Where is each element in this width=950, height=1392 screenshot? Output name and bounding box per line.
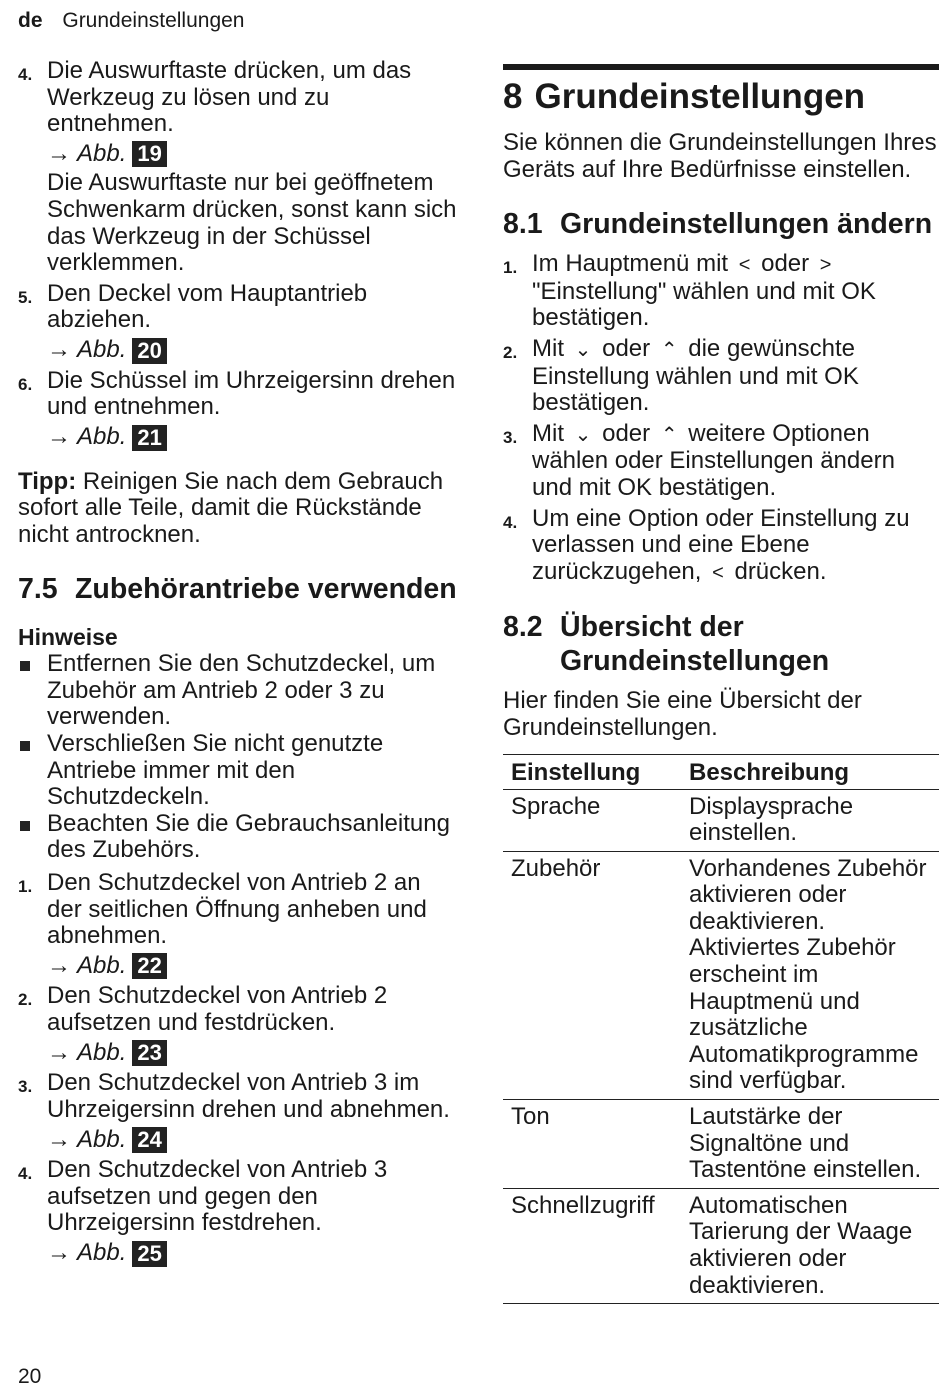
chapter-heading: 8 Grundeinstellungen <box>503 77 866 116</box>
steps-accessory-drives <box>18 870 458 1267</box>
left-column <box>18 58 458 1271</box>
list-item: 5. Den Deckel vom Hauptantrieb abziehen. → Abb. 20 <box>18 281 458 364</box>
arrow-right-icon: → <box>47 336 71 363</box>
setting-name: Ton <box>503 1100 681 1189</box>
notes-heading: Hinweise <box>18 624 118 651</box>
table-row <box>503 1100 939 1189</box>
figure-badge: 20 <box>132 338 166 364</box>
arrow-right-icon: → <box>47 1038 71 1066</box>
list-item: 2. Mit ⌄ oder ⌃ die gewünschte Einstellung wählen und mit OK bestätigen. <box>503 334 859 417</box>
figure-reference: → Abb. 25 <box>47 1240 458 1267</box>
figure-reference: → Abb. 19 <box>47 141 458 168</box>
steps-removal <box>18 58 458 451</box>
figure-badge: 23 <box>132 1040 166 1066</box>
language-code: de <box>18 9 43 32</box>
column-header-setting: Einstellung <box>503 754 681 789</box>
tip-label: Tipp: <box>18 467 77 495</box>
page-number: 20 <box>18 1365 42 1388</box>
bullet-square-icon <box>20 821 30 831</box>
section-heading-8-1: 8.1 Grundeinstellungen ändern <box>503 208 933 241</box>
notes-list <box>18 651 458 864</box>
list-item: 4. Den Schutzdeckel von Antrieb 3 aufsetzen und gegen den Uhrzeigersinn festdrehen. → Abb. 25 <box>18 1157 458 1266</box>
list-item: 4. Um eine Option oder Einstellung zu verlassen und eine Ebene zurückzugehen, < drücken. <box>503 504 910 585</box>
tip-text: Reinigen Sie nach dem Gebrauch sofort alle Teile, damit die Rückstände nicht antrocknen. <box>18 467 444 548</box>
list-item: Entfernen Sie den Schutzdeckel, um Zubehör am Antrieb 2 oder 3 zu verwenden. <box>18 651 458 731</box>
arrow-right-icon: → <box>47 1238 71 1266</box>
header-title: Grundeinstellungen <box>62 9 245 32</box>
setting-name: Schnellzugriff <box>503 1188 681 1303</box>
section-heading-7-5: 7.5 Zubehörantriebe verwenden <box>18 573 457 606</box>
chapter-intro: Sie können die Grundeinstellungen Ihres Geräts auf Ihre Bedürfnisse einstellen. <box>503 129 937 183</box>
chapter-rule <box>503 64 939 70</box>
page-header <box>18 9 245 33</box>
figure-badge: 25 <box>132 1241 166 1267</box>
column-header-description: Beschreibung <box>681 754 939 789</box>
setting-description: Automatischen Tarierung der Waage aktivieren oder deaktivieren. <box>681 1188 939 1303</box>
chevron-left-icon: < <box>738 254 751 277</box>
table-row <box>503 1188 939 1303</box>
figure-reference: → Abb. 21 <box>47 424 458 451</box>
setting-name: Zubehör <box>503 851 681 1099</box>
figure-reference: → Abb. 24 <box>47 1127 458 1154</box>
ok-key-label: OK <box>617 473 653 501</box>
chevron-down-icon: ⌄ <box>574 338 592 361</box>
list-item: 3. Mit ⌄ oder ⌃ weitere Optionen wählen oder Einstellungen ändern und mit OK bestätigen. <box>503 419 895 501</box>
arrow-right-icon: → <box>47 139 71 167</box>
tip-paragraph <box>18 469 458 549</box>
figure-badge: 21 <box>132 425 166 451</box>
chevron-up-icon: ⌃ <box>660 423 678 446</box>
list-item: 1. Im Hauptmenü mit < oder >"Einstellung" wählen und mit OK bestätigen. <box>503 250 876 332</box>
setting-description: Lautstärke der Signaltöne und Tastentöne einstellen. <box>681 1100 939 1189</box>
table-header-row <box>503 754 939 789</box>
chevron-left-icon: < <box>712 561 724 584</box>
table-row <box>503 789 939 851</box>
figure-badge: 22 <box>132 953 166 979</box>
setting-name: Sprache <box>503 789 681 851</box>
setting-description: Displaysprache einstellen. <box>681 789 939 851</box>
section-heading-8-2: 8.2 Übersicht der Grundeinstellungen <box>503 611 830 678</box>
chevron-up-icon: ⌃ <box>660 338 678 361</box>
chevron-right-icon: > <box>819 254 832 277</box>
list-item: 1. Den Schutzdeckel von Antrieb 2 an der seitlichen Öffnung anheben und abnehmen. → Abb. 22 <box>18 870 458 979</box>
ok-key-label: OK <box>841 277 876 305</box>
bullet-square-icon <box>20 661 30 671</box>
figure-reference: → Abb. 23 <box>47 1040 458 1067</box>
overview-intro: Hier finden Sie eine Übersicht der Grundeinstellungen. <box>503 687 862 741</box>
list-item: 4. Die Auswurftaste drücken, um das Werkzeug zu lösen und zu entnehmen. → Abb. 19 Die Auswurftaste nur bei geöffnetem Schwenkarm drücken, sonst kann sich das Werkzeug in der Schüssel verklemmen. <box>18 57 457 277</box>
arrow-right-icon: → <box>47 951 71 979</box>
steps-change-settings <box>503 251 939 586</box>
list-item: Verschließen Sie nicht genutzte Antriebe immer mit den Schutzdeckeln. <box>18 731 458 811</box>
list-item: 3. Den Schutzdeckel von Antrieb 3 im Uhrzeigersinn drehen und abnehmen. → Abb. 24 <box>18 1070 458 1153</box>
list-item: 6. Die Schüssel im Uhrzeigersinn drehen und entnehmen. → Abb. 21 <box>18 368 458 451</box>
arrow-right-icon: → <box>47 422 71 450</box>
figure-badge: 19 <box>132 141 166 167</box>
ok-key-label: OK <box>824 362 859 390</box>
figure-badge: 24 <box>132 1127 166 1153</box>
table-row <box>503 851 939 1099</box>
setting-description: Vorhandenes Zubehör aktivieren oder deaktivieren. Aktiviertes Zubehör erscheint im Hauptmenü und zusätzliche Automatikprogramme sind verfügbar. <box>681 851 939 1099</box>
right-column <box>503 64 939 1304</box>
bullet-square-icon <box>20 741 30 751</box>
list-item: 2. Den Schutzdeckel von Antrieb 2 aufsetzen und festdrücken. → Abb. 23 <box>18 983 458 1066</box>
list-item: Beachten Sie die Gebrauchsanleitung des Zubehörs. <box>18 811 458 864</box>
arrow-right-icon: → <box>47 1125 71 1153</box>
chevron-down-icon: ⌄ <box>574 423 592 446</box>
figure-reference: → Abb. 20 <box>47 337 458 364</box>
settings-overview-table <box>503 754 939 1305</box>
figure-reference: → Abb. 22 <box>47 953 458 980</box>
